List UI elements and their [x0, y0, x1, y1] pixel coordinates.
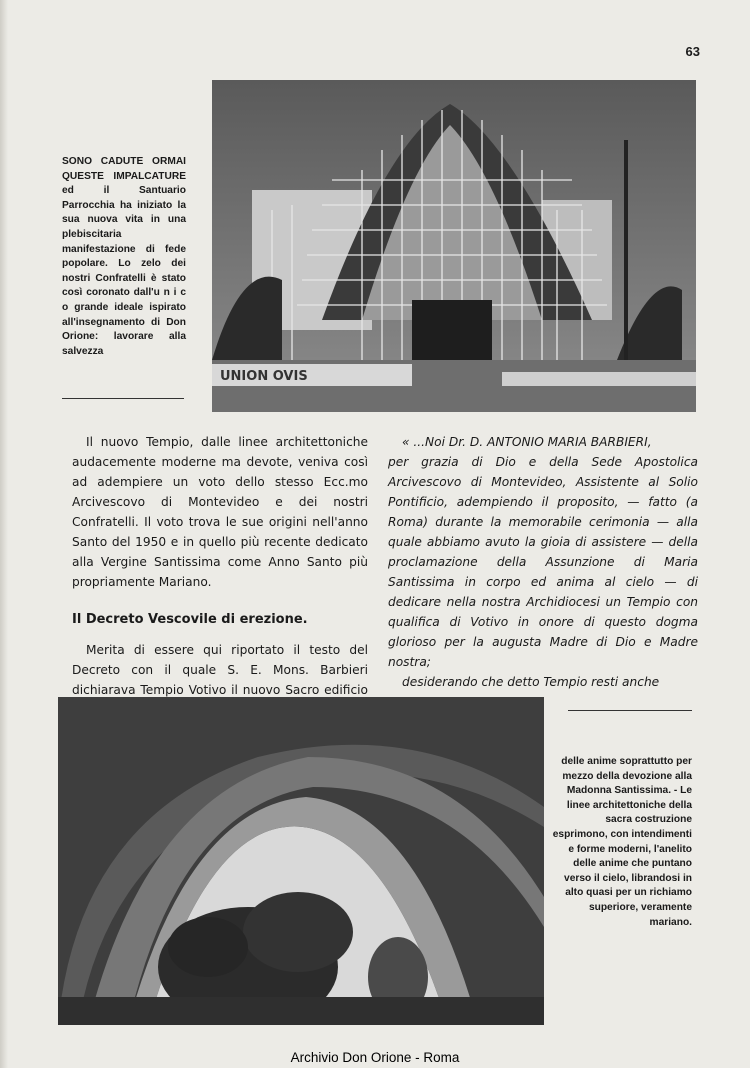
- decree-quote-body: per grazia di Dio e della Sede Apostolica Arcivescovo di Montevideo, Assistente al Solio Pontificio, adempiendo il proposito, — fatto (a Roma) durante la memorabile cerimonia — alla quale abbiamo avuto la gioia di assistere — della proclamazione della Assunzione di Maria Santissima in corpo ed anima al cielo — di dedicare nella nostra Archidiocesi un Tempio con qualifica di Votivo in onore di questo dogma glorioso per la augusta Madre di Dio e Madre nostra;: [388, 455, 698, 669]
- article-column-right: [388, 432, 698, 692]
- decree-quote-opening: [388, 432, 698, 452]
- caption-divider-bottom: [568, 710, 692, 711]
- caption-top: SONO CADUTE ORMAI QUESTE IMPALCATURE ed il Santuario Parrocchia ha iniziato la sua nuova vita in una plebiscitaria manifestazione di fede popolare. Lo zelo dei nostri Confratelli è stato così coronato dall'u n i c o grande ideale ispirato all'insegnamento di Don Orione: lavorare alla salvezza: [62, 156, 186, 357]
- section-heading: Il Decreto Vescovile di erezione.: [72, 612, 308, 627]
- caption-bottom: delle anime soprattutto per mezzo della devozione alla Madonna Santissima. - Le linee architettoniche della sacra costruzione esprimono, con intendimenti e forme moderni, l'anelito delle anime che puntano verso il cielo, librandosi in alto quasi per un richiamo superiore, veramente mariano.: [552, 756, 692, 928]
- wall-sign: UNION OVIS: [220, 369, 308, 384]
- church-scaffolding-photo: [212, 80, 696, 412]
- article-column-left: [72, 432, 368, 720]
- arch-tree-photo: [58, 697, 544, 1025]
- page-number: 63: [685, 44, 700, 59]
- article-paragraph-2: Merita di essere qui riportato il testo del Decreto con il quale S. E. Mons. Barbieri dichiarava Tempio Votivo il nuovo Sacro edificio: [72, 643, 368, 697]
- decree-quote-name: « ...Noi Dr. D. ANTONIO MARIA BARBIERI,: [402, 435, 652, 449]
- decree-quote-last-line: desiderando che detto Tempio resti anche: [402, 675, 660, 689]
- article-paragraph-1: Il nuovo Tempio, dalle linee architettoniche audacemente moderne ma devote, veniva così ad adempiere un voto dello stesso Ecc.mo Arcivescovo di Montevideo e dei nostri Confratelli. Il voto trova le sue origini nell'anno Santo del 1950 e in quello più recente dedicato alla Vergine Santissima come Anno Santo più propriamente Mariano.: [72, 435, 368, 589]
- page-edge: [0, 0, 8, 1068]
- archive-footer: Archivio Don Orione - Roma: [290, 1050, 460, 1065]
- caption-divider-top: [62, 398, 184, 399]
